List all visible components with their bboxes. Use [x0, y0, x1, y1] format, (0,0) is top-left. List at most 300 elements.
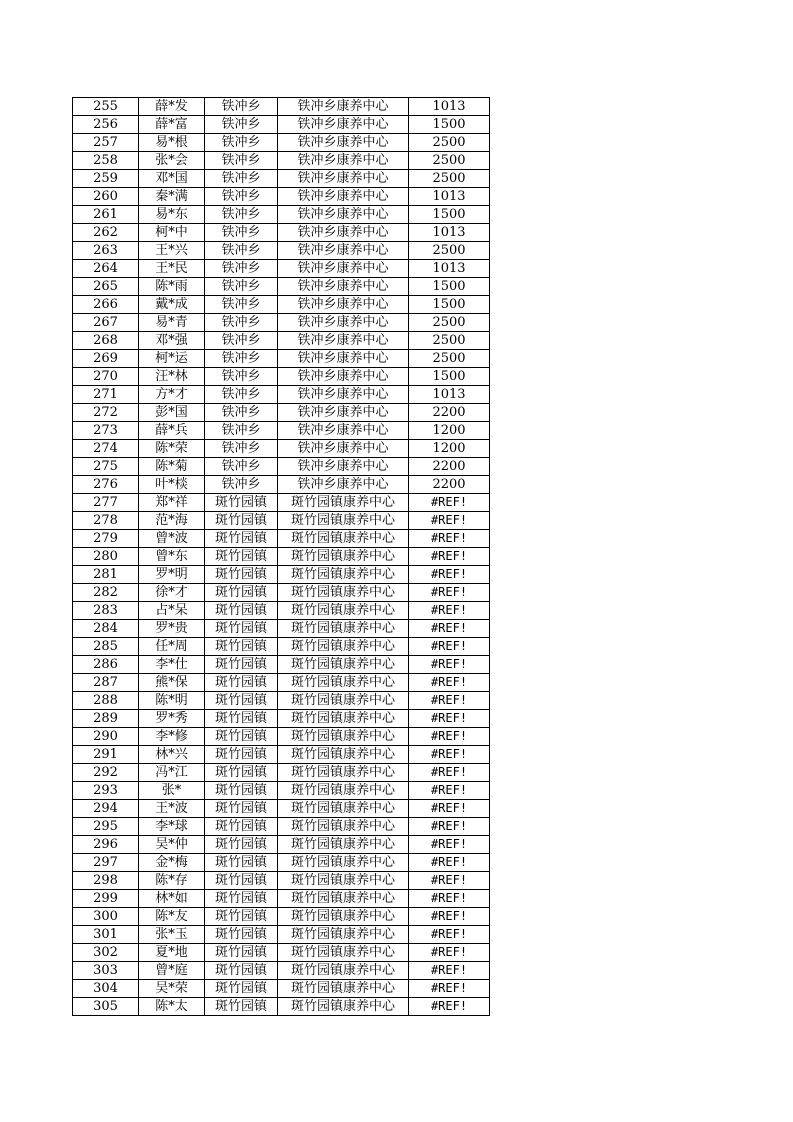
township-cell: 斑竹园镇 [205, 512, 278, 530]
table-row [73, 692, 490, 710]
care-center-cell: 斑竹园镇康养中心 [278, 638, 409, 656]
row-number-cell: 268 [73, 332, 139, 350]
name-cell: 邓*国 [139, 170, 205, 188]
name-cell: 罗*贵 [139, 620, 205, 638]
township-cell: 铁冲乡 [205, 314, 278, 332]
care-center-cell: 斑竹园镇康养中心 [278, 980, 409, 998]
table-row [73, 476, 490, 494]
row-number-cell: 297 [73, 854, 139, 872]
table-row [73, 836, 490, 854]
row-number-cell: 293 [73, 782, 139, 800]
name-cell: 彭*国 [139, 404, 205, 422]
row-number-cell: 272 [73, 404, 139, 422]
row-number-cell: 303 [73, 962, 139, 980]
table-row [73, 566, 490, 584]
table-row [73, 152, 490, 170]
township-cell: 斑竹园镇 [205, 530, 278, 548]
row-number-cell: 264 [73, 260, 139, 278]
amount-cell: #REF! [409, 512, 490, 530]
table-row [73, 998, 490, 1016]
row-number-cell: 291 [73, 746, 139, 764]
row-number-cell: 266 [73, 296, 139, 314]
care-center-cell: 斑竹园镇康养中心 [278, 728, 409, 746]
care-center-cell: 斑竹园镇康养中心 [278, 584, 409, 602]
care-center-cell: 斑竹园镇康养中心 [278, 548, 409, 566]
care-center-cell: 斑竹园镇康养中心 [278, 602, 409, 620]
name-cell: 张*玉 [139, 926, 205, 944]
table-row [73, 332, 490, 350]
table-row [73, 224, 490, 242]
township-cell: 斑竹园镇 [205, 548, 278, 566]
care-center-cell: 斑竹园镇康养中心 [278, 800, 409, 818]
table-row [73, 584, 490, 602]
table-row [73, 440, 490, 458]
township-cell: 斑竹园镇 [205, 620, 278, 638]
table-row [73, 98, 490, 116]
name-cell: 曾*东 [139, 548, 205, 566]
care-center-cell: 铁冲乡康养中心 [278, 134, 409, 152]
township-cell: 斑竹园镇 [205, 566, 278, 584]
row-number-cell: 304 [73, 980, 139, 998]
township-cell: 斑竹园镇 [205, 836, 278, 854]
table-row [73, 260, 490, 278]
amount-cell: #REF! [409, 548, 490, 566]
care-center-cell: 铁冲乡康养中心 [278, 152, 409, 170]
table-row [73, 818, 490, 836]
row-number-cell: 277 [73, 494, 139, 512]
name-cell: 柯*中 [139, 224, 205, 242]
row-number-cell: 256 [73, 116, 139, 134]
row-number-cell: 295 [73, 818, 139, 836]
table-row [73, 530, 490, 548]
township-cell: 斑竹园镇 [205, 818, 278, 836]
row-number-cell: 271 [73, 386, 139, 404]
name-cell: 张* [139, 782, 205, 800]
name-cell: 罗*明 [139, 566, 205, 584]
name-cell: 薛*富 [139, 116, 205, 134]
row-number-cell: 302 [73, 944, 139, 962]
name-cell: 薛*发 [139, 98, 205, 116]
township-cell: 铁冲乡 [205, 440, 278, 458]
name-cell: 陈*明 [139, 692, 205, 710]
amount-cell: #REF! [409, 674, 490, 692]
name-cell: 郑*祥 [139, 494, 205, 512]
table-row [73, 278, 490, 296]
township-cell: 斑竹园镇 [205, 854, 278, 872]
row-number-cell: 292 [73, 764, 139, 782]
row-number-cell: 285 [73, 638, 139, 656]
row-number-cell: 263 [73, 242, 139, 260]
township-cell: 斑竹园镇 [205, 638, 278, 656]
name-cell: 叶*棪 [139, 476, 205, 494]
amount-cell: #REF! [409, 908, 490, 926]
name-cell: 陈*友 [139, 908, 205, 926]
township-cell: 斑竹园镇 [205, 764, 278, 782]
name-cell: 曾*波 [139, 530, 205, 548]
row-number-cell: 300 [73, 908, 139, 926]
township-cell: 斑竹园镇 [205, 746, 278, 764]
name-cell: 王*兴 [139, 242, 205, 260]
care-center-cell: 铁冲乡康养中心 [278, 422, 409, 440]
township-cell: 斑竹园镇 [205, 962, 278, 980]
row-number-cell: 286 [73, 656, 139, 674]
row-number-cell: 298 [73, 872, 139, 890]
care-center-cell: 铁冲乡康养中心 [278, 440, 409, 458]
table-row [73, 980, 490, 998]
township-cell: 斑竹园镇 [205, 710, 278, 728]
row-number-cell: 267 [73, 314, 139, 332]
township-cell: 斑竹园镇 [205, 728, 278, 746]
amount-cell: 2200 [409, 458, 490, 476]
township-cell: 铁冲乡 [205, 278, 278, 296]
table-row [73, 386, 490, 404]
table-body [73, 98, 490, 1016]
amount-cell: #REF! [409, 656, 490, 674]
amount-cell: 1500 [409, 116, 490, 134]
amount-cell: #REF! [409, 746, 490, 764]
amount-cell: #REF! [409, 584, 490, 602]
row-number-cell: 269 [73, 350, 139, 368]
row-number-cell: 274 [73, 440, 139, 458]
table-row [73, 854, 490, 872]
township-cell: 铁冲乡 [205, 368, 278, 386]
amount-cell: #REF! [409, 566, 490, 584]
table-row [73, 458, 490, 476]
name-cell: 邓*强 [139, 332, 205, 350]
table-row [73, 494, 490, 512]
name-cell: 秦*满 [139, 188, 205, 206]
amount-cell: 1500 [409, 206, 490, 224]
township-cell: 铁冲乡 [205, 296, 278, 314]
table-row [73, 746, 490, 764]
table-row [73, 368, 490, 386]
amount-cell: #REF! [409, 692, 490, 710]
township-cell: 斑竹园镇 [205, 980, 278, 998]
amount-cell: 2500 [409, 332, 490, 350]
township-cell: 铁冲乡 [205, 170, 278, 188]
amount-cell: #REF! [409, 494, 490, 512]
row-number-cell: 299 [73, 890, 139, 908]
amount-cell: 2500 [409, 152, 490, 170]
care-center-cell: 斑竹园镇康养中心 [278, 818, 409, 836]
name-cell: 占*呆 [139, 602, 205, 620]
name-cell: 李*仕 [139, 656, 205, 674]
care-center-cell: 斑竹园镇康养中心 [278, 512, 409, 530]
table-row [73, 890, 490, 908]
township-cell: 斑竹园镇 [205, 998, 278, 1016]
table-row [73, 764, 490, 782]
table-row [73, 134, 490, 152]
table-row [73, 620, 490, 638]
township-cell: 斑竹园镇 [205, 908, 278, 926]
table-row [73, 602, 490, 620]
table-row [73, 242, 490, 260]
table-row [73, 548, 490, 566]
table-row [73, 656, 490, 674]
township-cell: 斑竹园镇 [205, 584, 278, 602]
amount-cell: #REF! [409, 530, 490, 548]
amount-cell: 1500 [409, 368, 490, 386]
care-center-cell: 铁冲乡康养中心 [278, 386, 409, 404]
name-cell: 易*根 [139, 134, 205, 152]
care-center-cell: 斑竹园镇康养中心 [278, 692, 409, 710]
table-row [73, 908, 490, 926]
care-center-cell: 斑竹园镇康养中心 [278, 962, 409, 980]
amount-cell: 2500 [409, 170, 490, 188]
row-number-cell: 261 [73, 206, 139, 224]
name-cell: 陈*存 [139, 872, 205, 890]
care-center-cell: 斑竹园镇康养中心 [278, 494, 409, 512]
table-row [73, 512, 490, 530]
township-cell: 铁冲乡 [205, 422, 278, 440]
row-number-cell: 289 [73, 710, 139, 728]
care-center-cell: 铁冲乡康养中心 [278, 368, 409, 386]
name-cell: 张*会 [139, 152, 205, 170]
care-center-cell: 斑竹园镇康养中心 [278, 782, 409, 800]
row-number-cell: 290 [73, 728, 139, 746]
amount-cell: #REF! [409, 962, 490, 980]
row-number-cell: 296 [73, 836, 139, 854]
table-row [73, 728, 490, 746]
amount-cell: 1500 [409, 278, 490, 296]
care-center-cell: 斑竹园镇康养中心 [278, 530, 409, 548]
care-center-cell: 斑竹园镇康养中心 [278, 854, 409, 872]
amount-cell: 2500 [409, 242, 490, 260]
amount-cell: 1500 [409, 296, 490, 314]
care-center-cell: 斑竹园镇康养中心 [278, 566, 409, 584]
name-cell: 冯*江 [139, 764, 205, 782]
name-cell: 熊*保 [139, 674, 205, 692]
care-center-cell: 铁冲乡康养中心 [278, 188, 409, 206]
care-center-cell: 铁冲乡康养中心 [278, 476, 409, 494]
name-cell: 李*球 [139, 818, 205, 836]
care-center-cell: 铁冲乡康养中心 [278, 206, 409, 224]
amount-cell: #REF! [409, 890, 490, 908]
township-cell: 铁冲乡 [205, 98, 278, 116]
amount-cell: 2200 [409, 404, 490, 422]
table-row [73, 710, 490, 728]
row-number-cell: 280 [73, 548, 139, 566]
township-cell: 铁冲乡 [205, 260, 278, 278]
amount-cell: #REF! [409, 782, 490, 800]
township-cell: 斑竹园镇 [205, 926, 278, 944]
township-cell: 铁冲乡 [205, 134, 278, 152]
name-cell: 徐*才 [139, 584, 205, 602]
amount-cell: #REF! [409, 998, 490, 1016]
name-cell: 范*海 [139, 512, 205, 530]
row-number-cell: 265 [73, 278, 139, 296]
township-cell: 斑竹园镇 [205, 890, 278, 908]
amount-cell: #REF! [409, 602, 490, 620]
row-number-cell: 278 [73, 512, 139, 530]
care-center-cell: 斑竹园镇康养中心 [278, 746, 409, 764]
row-number-cell: 255 [73, 98, 139, 116]
row-number-cell: 273 [73, 422, 139, 440]
name-cell: 吴*仲 [139, 836, 205, 854]
care-center-cell: 斑竹园镇康养中心 [278, 836, 409, 854]
township-cell: 铁冲乡 [205, 386, 278, 404]
amount-cell: #REF! [409, 854, 490, 872]
amount-cell: #REF! [409, 980, 490, 998]
care-center-cell: 斑竹园镇康养中心 [278, 926, 409, 944]
table-row [73, 404, 490, 422]
care-center-cell: 铁冲乡康养中心 [278, 260, 409, 278]
township-cell: 铁冲乡 [205, 476, 278, 494]
name-cell: 陈*太 [139, 998, 205, 1016]
row-number-cell: 257 [73, 134, 139, 152]
table-row [73, 170, 490, 188]
township-cell: 斑竹园镇 [205, 602, 278, 620]
table-row [73, 350, 490, 368]
amount-cell: 1013 [409, 224, 490, 242]
amount-cell: #REF! [409, 944, 490, 962]
township-cell: 铁冲乡 [205, 350, 278, 368]
data-table [72, 97, 490, 1016]
table-row [73, 206, 490, 224]
name-cell: 任*周 [139, 638, 205, 656]
amount-cell: 2500 [409, 350, 490, 368]
row-number-cell: 281 [73, 566, 139, 584]
amount-cell: 1013 [409, 260, 490, 278]
name-cell: 曾*庭 [139, 962, 205, 980]
township-cell: 铁冲乡 [205, 404, 278, 422]
amount-cell: #REF! [409, 836, 490, 854]
care-center-cell: 铁冲乡康养中心 [278, 116, 409, 134]
table-row [73, 782, 490, 800]
name-cell: 王*民 [139, 260, 205, 278]
township-cell: 铁冲乡 [205, 458, 278, 476]
table-row [73, 314, 490, 332]
amount-cell: 2200 [409, 476, 490, 494]
care-center-cell: 铁冲乡康养中心 [278, 170, 409, 188]
township-cell: 铁冲乡 [205, 188, 278, 206]
name-cell: 林*兴 [139, 746, 205, 764]
row-number-cell: 282 [73, 584, 139, 602]
amount-cell: #REF! [409, 638, 490, 656]
row-number-cell: 275 [73, 458, 139, 476]
amount-cell: #REF! [409, 926, 490, 944]
table-row [73, 872, 490, 890]
amount-cell: 2500 [409, 134, 490, 152]
township-cell: 铁冲乡 [205, 206, 278, 224]
care-center-cell: 铁冲乡康养中心 [278, 296, 409, 314]
township-cell: 斑竹园镇 [205, 692, 278, 710]
table-row [73, 296, 490, 314]
table-row [73, 926, 490, 944]
care-center-cell: 斑竹园镇康养中心 [278, 674, 409, 692]
amount-cell: 1013 [409, 386, 490, 404]
township-cell: 斑竹园镇 [205, 872, 278, 890]
amount-cell: 1200 [409, 440, 490, 458]
table-row [73, 116, 490, 134]
township-cell: 斑竹园镇 [205, 782, 278, 800]
care-center-cell: 铁冲乡康养中心 [278, 314, 409, 332]
care-center-cell: 铁冲乡康养中心 [278, 350, 409, 368]
name-cell: 易*东 [139, 206, 205, 224]
name-cell: 王*波 [139, 800, 205, 818]
name-cell: 林*如 [139, 890, 205, 908]
name-cell: 戴*成 [139, 296, 205, 314]
care-center-cell: 斑竹园镇康养中心 [278, 710, 409, 728]
row-number-cell: 301 [73, 926, 139, 944]
care-center-cell: 斑竹园镇康养中心 [278, 908, 409, 926]
care-center-cell: 斑竹园镇康养中心 [278, 872, 409, 890]
amount-cell: 1013 [409, 98, 490, 116]
amount-cell: #REF! [409, 818, 490, 836]
care-center-cell: 斑竹园镇康养中心 [278, 890, 409, 908]
row-number-cell: 287 [73, 674, 139, 692]
care-center-cell: 铁冲乡康养中心 [278, 278, 409, 296]
township-cell: 斑竹园镇 [205, 656, 278, 674]
township-cell: 斑竹园镇 [205, 494, 278, 512]
care-center-cell: 铁冲乡康养中心 [278, 242, 409, 260]
row-number-cell: 259 [73, 170, 139, 188]
amount-cell: 2500 [409, 314, 490, 332]
row-number-cell: 279 [73, 530, 139, 548]
care-center-cell: 斑竹园镇康养中心 [278, 944, 409, 962]
name-cell: 陈*荣 [139, 440, 205, 458]
name-cell: 陈*雨 [139, 278, 205, 296]
amount-cell: 1200 [409, 422, 490, 440]
row-number-cell: 288 [73, 692, 139, 710]
amount-cell: #REF! [409, 872, 490, 890]
township-cell: 铁冲乡 [205, 224, 278, 242]
care-center-cell: 铁冲乡康养中心 [278, 404, 409, 422]
table-row [73, 422, 490, 440]
table-row [73, 944, 490, 962]
township-cell: 斑竹园镇 [205, 944, 278, 962]
name-cell: 吴*荣 [139, 980, 205, 998]
township-cell: 斑竹园镇 [205, 674, 278, 692]
name-cell: 易*青 [139, 314, 205, 332]
care-center-cell: 铁冲乡康养中心 [278, 332, 409, 350]
row-number-cell: 294 [73, 800, 139, 818]
name-cell: 罗*秀 [139, 710, 205, 728]
township-cell: 铁冲乡 [205, 116, 278, 134]
table-row [73, 800, 490, 818]
name-cell: 薛*兵 [139, 422, 205, 440]
row-number-cell: 276 [73, 476, 139, 494]
table-row [73, 962, 490, 980]
care-center-cell: 铁冲乡康养中心 [278, 98, 409, 116]
table-row [73, 674, 490, 692]
care-center-cell: 铁冲乡康养中心 [278, 458, 409, 476]
amount-cell: #REF! [409, 710, 490, 728]
name-cell: 金*梅 [139, 854, 205, 872]
name-cell: 方*才 [139, 386, 205, 404]
township-cell: 铁冲乡 [205, 332, 278, 350]
row-number-cell: 284 [73, 620, 139, 638]
care-center-cell: 斑竹园镇康养中心 [278, 656, 409, 674]
care-center-cell: 斑竹园镇康养中心 [278, 998, 409, 1016]
amount-cell: #REF! [409, 764, 490, 782]
township-cell: 铁冲乡 [205, 152, 278, 170]
care-center-cell: 斑竹园镇康养中心 [278, 620, 409, 638]
row-number-cell: 260 [73, 188, 139, 206]
row-number-cell: 305 [73, 998, 139, 1016]
name-cell: 夏*地 [139, 944, 205, 962]
care-center-cell: 斑竹园镇康养中心 [278, 764, 409, 782]
care-center-cell: 铁冲乡康养中心 [278, 224, 409, 242]
name-cell: 柯*运 [139, 350, 205, 368]
township-cell: 斑竹园镇 [205, 800, 278, 818]
amount-cell: #REF! [409, 728, 490, 746]
amount-cell: 1013 [409, 188, 490, 206]
table-row [73, 188, 490, 206]
name-cell: 李*修 [139, 728, 205, 746]
township-cell: 铁冲乡 [205, 242, 278, 260]
row-number-cell: 270 [73, 368, 139, 386]
